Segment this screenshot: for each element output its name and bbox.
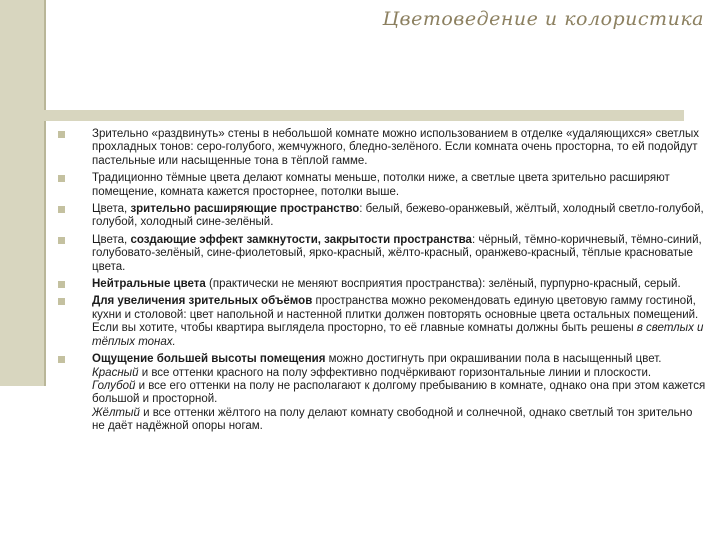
sub-line-red bbox=[92, 367, 708, 380]
sub-line-italic: Красный bbox=[92, 366, 139, 379]
sub-line-yellow bbox=[92, 407, 708, 434]
bullet-bold: создающие эффект замкнутости, закрытости пространства bbox=[130, 233, 472, 246]
bullet-lead: Цвета, bbox=[92, 233, 131, 246]
slide-title: Цветоведение и колористика bbox=[382, 8, 704, 30]
sub-line-blue bbox=[92, 380, 708, 407]
bullet-lead: Цвета, bbox=[92, 203, 131, 216]
bullet-text: Традиционно тёмные цвета делают комнаты меньше, потолки ниже, а светлые цвета зрительно расширяют помещение, комната кажется просторнее, потолки выше. bbox=[92, 172, 670, 198]
left-decor-band bbox=[0, 0, 44, 386]
sub-line-text: и все оттенки красного на полу эффективно подчёркивают горизонтальные линии и плоскости. bbox=[138, 366, 652, 379]
bullet-item-3 bbox=[58, 203, 708, 230]
bullet-rest: пространства можно рекомендовать единую цветовую гамму гостиной, кухни и столовой: цвет напольной и настенной плитки должен повторять основные цвета остальных помещений. Если вы хотите, чтобы квартира выглядела просторно, то её главные комнаты должны быть решены bbox=[92, 295, 699, 335]
sub-line-italic: Жёлтый bbox=[92, 406, 140, 419]
bullet-rest: : белый, бежево-оранжевый, жёлтый, холодный светло-голубой, голубой, холодный сине-зелёный. bbox=[92, 203, 704, 229]
bullet-rest: можно достигнуть при окрашивании пола в насыщенный цвет. bbox=[325, 353, 662, 366]
sub-line-text: и все оттенки жёлтого на полу делают комнату свободной и солнечной, однако светлый тон зрительно не даёт надёжной опоры ногам. bbox=[92, 406, 693, 433]
bullet-item-2 bbox=[58, 172, 708, 199]
square-bullet-icon bbox=[58, 131, 65, 138]
square-bullet-icon bbox=[58, 298, 65, 305]
bullet-rest: (практически не меняют восприятия пространства): зелёный, пурпурно-красный, серый. bbox=[205, 278, 681, 291]
bullet-bold: Для увеличения зрительных объёмов bbox=[92, 295, 313, 308]
title-underline-bar bbox=[0, 110, 684, 121]
bullet-item-1 bbox=[58, 128, 708, 168]
square-bullet-icon bbox=[58, 356, 65, 363]
bullet-bold: Ощущение большей высоты помещения bbox=[92, 353, 326, 366]
square-bullet-icon bbox=[58, 175, 65, 182]
bullet-item-7 bbox=[58, 353, 708, 433]
bullet-item-4 bbox=[58, 234, 708, 274]
sub-line-text: и все его оттенки на полу не располагают к долгому пребыванию в комнате, однако она при этом кажется большой и просторной. bbox=[92, 379, 706, 406]
bullet-item-5 bbox=[58, 278, 708, 291]
square-bullet-icon bbox=[58, 281, 65, 288]
bullet-text: Зрительно «раздвинуть» стены в небольшой комнате можно использованием в отделке «удаляющихся» светлых прохладных тонов: серо-голубого, жемчужного, бледно-зелёного. Если комната очень просторна, то ей подойдут пастельные или насыщенные тона в тёплой гамме. bbox=[92, 128, 699, 167]
bullet-rest: : чёрный, тёмно-коричневый, тёмно-синий, голубовато-зелёный, сине-фиолетовый, ярко-красный, жёлто-красный, оранжево-красный, тёплые красноватые цвета. bbox=[92, 233, 702, 273]
bullet-list bbox=[58, 128, 708, 438]
square-bullet-icon bbox=[58, 206, 65, 213]
left-decor-rule bbox=[44, 0, 46, 386]
bullet-bold: зрительно расширяющие пространство bbox=[130, 203, 360, 216]
bullet-italic: в светлых и тёплых тонах. bbox=[92, 322, 704, 348]
square-bullet-icon bbox=[58, 237, 65, 244]
sub-line-italic: Голубой bbox=[92, 379, 136, 392]
bullet-item-6 bbox=[58, 295, 708, 349]
bullet-bold: Нейтральные цвета bbox=[92, 278, 206, 291]
